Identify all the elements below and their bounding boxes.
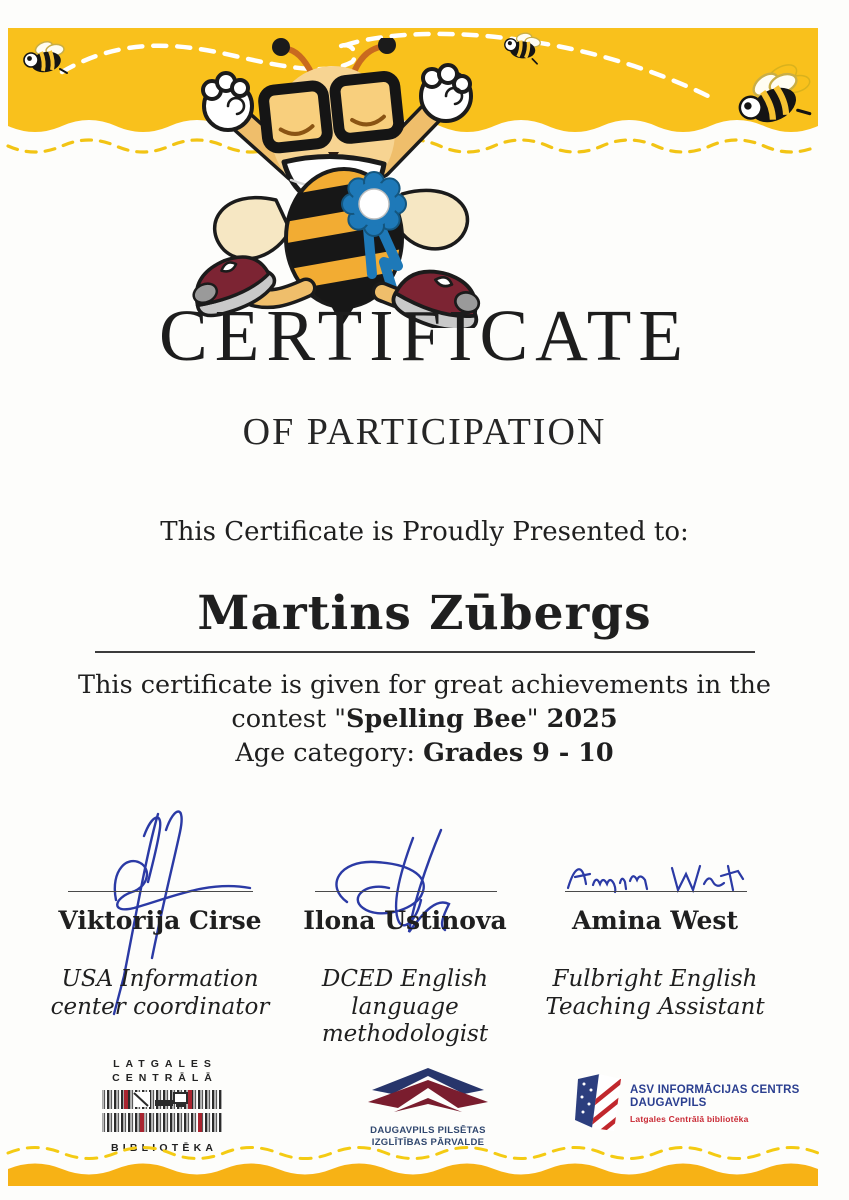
library-logo-line2: CENTRĀLĀ bbox=[112, 1072, 218, 1084]
signatory-title: USA Information center coordinator bbox=[50, 966, 270, 1020]
library-logo-line3: BIBLIOTĒKA bbox=[111, 1142, 218, 1154]
education-logo-line1: DAUGAVPILS PILSĒTAS bbox=[370, 1125, 486, 1136]
education-logo-line2: IZGLĪTĪBAS PĀRVALDE bbox=[371, 1136, 485, 1148]
library-logo-line1: LATGALES bbox=[113, 1058, 217, 1070]
asv-logo-line3: Latgales Centrālā bibliotēka bbox=[630, 1114, 749, 1124]
us-flag-icon bbox=[573, 1070, 625, 1134]
signatory-title: DCED English language methodologist bbox=[321, 966, 489, 1047]
library-logo bbox=[96, 1057, 228, 1155]
asv-logo-line2: DAUGAVPILS bbox=[630, 1097, 707, 1109]
certificate-subtitle: OF PARTICIPATION bbox=[242, 411, 607, 453]
yellow-band-bottom bbox=[8, 1164, 818, 1187]
certificate-title: CERTIFICATE bbox=[159, 295, 690, 376]
signature-line bbox=[315, 891, 497, 892]
name-underline bbox=[95, 651, 755, 653]
asv-logo-line1: ASV INFORMĀCIJAS CENTRS bbox=[630, 1084, 800, 1096]
bee-mascot-icon bbox=[182, 38, 492, 328]
signatory-column-1 bbox=[40, 760, 280, 1060]
signatory-name: Viktorija Cirse bbox=[58, 906, 262, 935]
description-line-2 bbox=[0, 702, 849, 736]
age-category-value: Grades 9 - 10 bbox=[423, 738, 614, 768]
signatory-title: Fulbright English Teaching Assistant bbox=[545, 966, 765, 1020]
glove-left-icon bbox=[203, 73, 252, 130]
contest-year: 2025 bbox=[546, 704, 618, 734]
description-block bbox=[0, 668, 849, 770]
signatory-name: Ilona Ustinova bbox=[303, 906, 507, 935]
education-board-logo bbox=[354, 1066, 502, 1148]
contest-prefix: contest " bbox=[231, 704, 346, 734]
signatory-column-3 bbox=[540, 760, 770, 1060]
recipient-name: Martins Zūbergs bbox=[197, 586, 652, 641]
age-category-label: Age category: bbox=[235, 738, 424, 768]
bookshelf-icon bbox=[100, 1088, 224, 1134]
dashed-wave-line-bottom bbox=[8, 1148, 818, 1159]
presented-to-line: This Certificate is Proudly Presented to: bbox=[160, 517, 689, 547]
contest-midquote: " bbox=[526, 704, 547, 734]
us-info-center-text bbox=[630, 1084, 820, 1124]
signature-line bbox=[565, 891, 747, 892]
glove-right-icon bbox=[421, 65, 471, 121]
signature-amina-west bbox=[560, 852, 750, 900]
bottom-banner bbox=[0, 1142, 849, 1194]
contest-name: Spelling Bee bbox=[345, 704, 527, 734]
signature-line bbox=[68, 891, 253, 892]
signatory-column-2 bbox=[290, 760, 520, 1060]
signatory-name: Amina West bbox=[572, 906, 738, 935]
description-line-1: This certificate is given for great achievements in the bbox=[77, 670, 771, 700]
open-book-icon bbox=[368, 1066, 488, 1120]
